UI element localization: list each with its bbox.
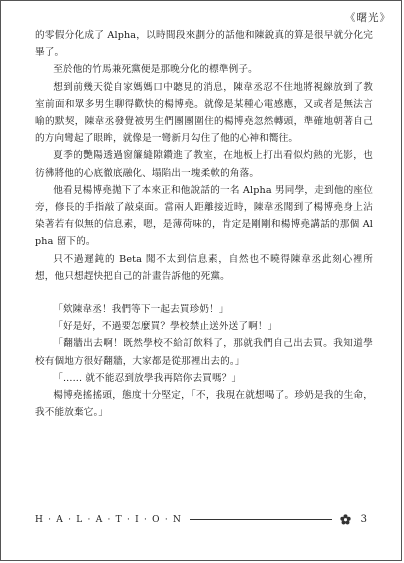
- footer-rule: [190, 519, 331, 520]
- dialogue-line: 「翻牆出去啊！既然學校不給訂飲料了，那就我們自己出去買。我知道學校有個地方很好翻牆，大家都是從那裡出去的。」: [35, 338, 373, 367]
- body-text: [35, 27, 373, 421]
- dialogue-line: 「好是好，不過要怎麼買？學校禁止送外送了啊！」: [53, 321, 278, 333]
- paragraph: 夏季的艷陽透過窗簾縫隙鑽進了教室，在地板上打出看似灼熱的光影，也彷彿將他的心底徹底融化、塌陷出一塊柔軟的角落。: [35, 150, 373, 179]
- footer-series-title: H·A·L·A·T·I·O·N: [35, 514, 187, 525]
- dialogue-line: 「欸陳韋丞！我們等下一起去買珍奶！」: [53, 304, 229, 316]
- paragraph: 只不過遲鈍的 Beta 聞不太到信息素，自然也不曉得陳韋丞此刻心裡所想，他只想趕快把自己的計畫告訴他的死黨。: [35, 253, 373, 282]
- paragraph: 想到前幾天從自家媽媽口中聽見的消息，陳韋丞忍不住地將視線放到了教室前面和眾多男生聊得歡快的楊博堯。就像是某種心電感應，又或者是無法言喻的默契，陳韋丞發覺被男生們團團圍住的楊博堯忽然轉頭，準確地朝著自己的方向彎起了眼眸，就像是一彎新月勾住了他的心神和嚮往。: [35, 81, 373, 145]
- paragraph: 的零假分化成了 Alpha，以時間段來劃分的話他和陳銳真的算是很早就分化完畢了。: [35, 30, 373, 59]
- paragraph: 他看見楊博堯拋下了本來正和他說話的一名 Alpha 男同學，走到他的座位旁，修長的手指敲了敲桌面。當兩人距離接近時，陳韋丞聞到了楊博堯身上沾染著若有似無的信息素，嗯，是薄荷味的，肯定是剛剛和楊博堯講話的那個 Alpha 留下的。: [35, 184, 373, 248]
- flower-icon: [340, 514, 351, 525]
- dialogue-line: 「...... 就不能忍到放學我再陪你去買嗎？」: [53, 372, 242, 384]
- page-number: 3: [360, 514, 367, 525]
- paragraph: 楊博堯搖搖頭，態度十分堅定，「不，我現在就想喝了。珍奶是我的生命，我不能放棄它。」: [35, 390, 373, 419]
- running-head-title: 《曙光》: [345, 12, 391, 24]
- section-gap: [35, 285, 373, 301]
- paragraph: 至於他的竹馬兼死黨便是那晚分化的標準例子。: [53, 64, 258, 76]
- page-footer: [35, 514, 367, 525]
